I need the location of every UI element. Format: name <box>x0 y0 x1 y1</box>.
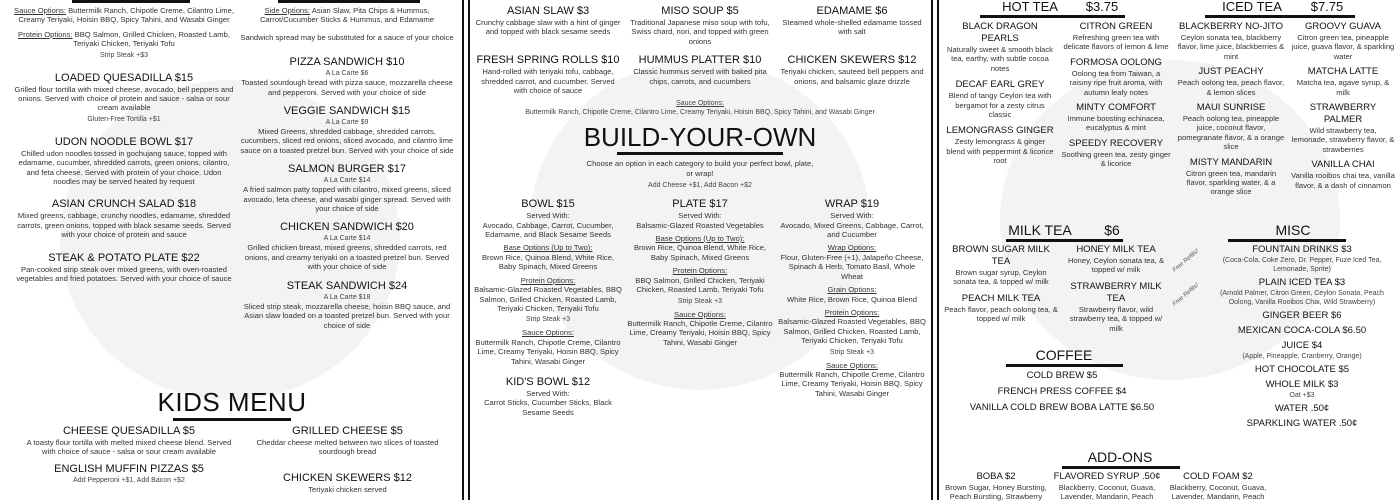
item-desc: Crunchy cabbage slaw with a hint of ginger and topped with black sesame seeds <box>475 18 621 37</box>
item-desc: Citron green tea, pineapple juice, guava flavor, & sparkling water <box>1291 33 1395 61</box>
side-options <box>240 6 454 25</box>
sides-row <box>474 5 926 46</box>
iced-tea-column <box>1176 21 1286 197</box>
section-underline <box>1062 466 1180 469</box>
protein-label: Protein Options: <box>520 275 576 285</box>
add-on-item <box>944 471 1048 502</box>
plate-option <box>626 198 774 417</box>
item-desc: Brown Sugar, Honey Bursting, Peach Bursting, Strawberry <box>945 483 1047 502</box>
menu-item <box>240 221 454 271</box>
item-desc: Teriyaki chicken, sauteed bell peppers and onions, and balsamic glaze drizzle <box>780 67 924 86</box>
item-title: STRAWBERRY MILK TEA <box>1070 280 1162 304</box>
menu-item <box>14 72 234 124</box>
sandwich-spread-note: Sandwich spread may be substituted for a sauce of your choice <box>240 32 454 42</box>
served-text: Avocado, Cabbage, Carrot, Cucumber, Edamame, and Black Sesame Seeds <box>482 220 614 240</box>
a-la-carte: A La Carte $9 <box>325 119 369 127</box>
a-la-carte: A La Carte $14 <box>323 177 371 185</box>
protein-options <box>14 30 234 49</box>
item-title: PLAIN ICED TEA $3 <box>1258 277 1346 288</box>
section-underline <box>72 0 190 3</box>
tea-item <box>1061 138 1171 169</box>
menu-item <box>24 463 234 485</box>
tea-item <box>945 125 1055 165</box>
item-desc: Wild strawberry tea, lemonade, strawberry flavor, & strawberries <box>1291 126 1395 154</box>
item-title: BLACKBERRY NO-JITO <box>1178 21 1283 32</box>
panel1-right-column <box>240 6 454 330</box>
menu-item <box>626 5 774 46</box>
item-desc: Vanilla rooibos chai tea, vanilla flavor, & a dash of cinnamon <box>1291 171 1395 190</box>
milk-tea-column <box>1062 244 1170 333</box>
strip-steak-note: Strip Steak +3 <box>829 348 875 356</box>
sauce-options-label: Sauce Options: <box>14 6 66 15</box>
item-desc: Peach flavor, peach oolong tea, & topped w/ milk <box>944 304 1058 324</box>
tea-item <box>1291 21 1395 61</box>
item-desc: (Coca-Cola, Coke Zero, Dr. Pepper, Fuze Iced Tea, Lemonade, Sprite) <box>1222 257 1382 273</box>
section-underline <box>1006 239 1123 242</box>
section-underline <box>980 15 1125 18</box>
item-title: BOWL $15 <box>521 198 575 211</box>
menu-item <box>626 54 774 95</box>
misc-item <box>1208 277 1396 307</box>
item-title: MAUI SUNRISE <box>1196 102 1266 114</box>
item-title: JUST PEACHY <box>1198 66 1264 78</box>
milk-tea-item <box>943 244 1059 287</box>
panel-divider <box>462 0 464 500</box>
strip-steak-note: Strip Steak +3 <box>677 297 723 305</box>
misc-item: WATER .50¢ <box>1274 403 1330 414</box>
misc-item: GINGER BEER $6 <box>1262 310 1342 321</box>
add-on-item <box>1166 471 1270 502</box>
base-label: Base Options (Up to Two): <box>655 234 745 244</box>
coffee-list <box>944 370 1180 414</box>
menu-item <box>778 54 926 95</box>
served-label: Served With: <box>526 211 570 221</box>
byo-addons: Add Cheese +$1, Add Bacon +$2 <box>648 182 752 190</box>
item-title: WHOLE MILK $3 <box>1265 379 1339 390</box>
misc-list <box>1208 244 1396 430</box>
item-title: GROOVY GUAVA <box>1304 21 1382 32</box>
item-title: STEAK SANDWICH $24 <box>286 279 408 292</box>
served-label: Served With: <box>526 388 570 398</box>
iced-tea-column <box>1291 21 1395 190</box>
section-underline <box>1205 15 1355 18</box>
menu-item <box>245 472 450 494</box>
item-desc: Peach oolong tea, pineapple juice, coconut flavor, pomegranate flavor, & a orange slice <box>1177 114 1285 152</box>
item-desc: Honey, Ceylon sonata tea, & topped w/ milk <box>1067 256 1165 275</box>
misc-item: HOT CHOCOLATE $5 <box>1254 364 1350 375</box>
panel-divider <box>931 0 933 500</box>
item-title: BROWN SUGAR MILK TEA <box>952 244 1050 267</box>
item-title: FRESH SPRING ROLLS $10 <box>476 54 620 67</box>
item-desc: Steamed whole-shelled edamame tossed with salt <box>782 18 922 37</box>
tea-item <box>1176 66 1286 97</box>
milk-tea-item <box>1062 244 1170 275</box>
sauce-options-text: Buttermilk Ranch, Chipotle Creme, Cilantro Lime, Creamy Teriyaki, Hoisin BBQ, Spicy Tahini, and Wasabi Ginger <box>18 6 234 25</box>
byo-intro: Choose an option in each category to build your perfect bowl, plate, or wrap! <box>586 159 814 178</box>
menu-item <box>240 163 454 213</box>
item-title: CHEESE QUESADILLA $5 <box>62 425 196 437</box>
item-title: MISTY MANDARIN <box>1189 156 1273 168</box>
sauce-label: Sauce Options: <box>674 309 726 319</box>
item-desc: Refreshing green tea with delicate flavors of lemon & lime <box>1063 33 1169 52</box>
a-la-carte: A La Carte $6 <box>325 70 369 78</box>
item-title: COLD FOAM $2 <box>1183 471 1253 482</box>
sauce-options-label: Sauce Options: <box>676 100 724 108</box>
sauce-text: Buttermilk Ranch, Chipotle Creme, Cilantro Lime, Creamy Teriyaki, Hoisin BBQ, Spicy Tahini, Wasabi Ginger <box>627 318 773 347</box>
milk-tea-heading: MILK TEA <box>1008 222 1072 238</box>
section-underline <box>278 0 420 3</box>
item-title: VEGGIE SANDWICH $15 <box>283 105 411 118</box>
tea-item <box>1061 102 1171 133</box>
item-desc: Cheddar cheese melted between two slices of toasted sourdough bread <box>256 438 439 457</box>
item-title: CHICKEN SKEWERS $12 <box>283 471 412 484</box>
add-on-item <box>1052 471 1162 502</box>
base-text: Brown Rice, Quinoa Blend, White Rice, Baby Spinach, Mixed Greens <box>481 252 615 272</box>
item-desc: Classic hummus served with baked pita chips, carrots, and cucumbers <box>633 67 767 86</box>
item-title: CHICKEN SKEWERS $12 <box>787 54 917 67</box>
item-title: PLATE $17 <box>672 198 728 211</box>
protein-text: Balsamic-Glazed Roasted Vegetables, BBQ Salmon, Grilled Chicken, Roasted Lamb, Teriyaki Chicken, Teriyaki Tofu <box>778 317 926 346</box>
hot-tea-column <box>1061 21 1171 169</box>
coffee-item: COLD BREW $5 <box>1026 370 1098 381</box>
panel1-left-column <box>14 6 234 284</box>
item-title: PEACH MILK TEA <box>961 292 1041 304</box>
item-desc: Immune boosting echinacea, eucalyptus & mint <box>1067 114 1165 133</box>
item-desc: Blend of tangy Ceylon tea with bergamot for a zesty citrus classic <box>948 91 1052 120</box>
item-desc: Blackberry, Coconut, Guava, Lavender, Mandarin, Peach <box>1058 483 1156 502</box>
item-desc: Matcha tea, agave syrup, & milk <box>1296 78 1390 97</box>
panel-divider <box>468 0 470 500</box>
menu-item <box>14 198 234 239</box>
free-refills-badge: Free Refills! <box>1171 248 1201 274</box>
free-refills-badge: Free Refills! <box>1171 282 1201 308</box>
item-desc: Soothing green tea, zesty ginger & licorice <box>1061 149 1171 169</box>
tea-item <box>1176 157 1286 197</box>
strip-steak-note: Strip Steak +3 <box>525 316 571 324</box>
iced-tea-price: $7.75 <box>1310 0 1344 14</box>
item-desc: A toasty flour tortilla with melted mixed cheese blend. Served with choice of sauce - salsa or sour cream available <box>26 438 232 457</box>
menu-item <box>245 425 450 457</box>
panel2 <box>474 5 926 417</box>
side-options-text: Asian Slaw, Pita Chips & Hummus, Carrot/Cucumber Sticks & Hummus, and Edamame <box>260 6 434 25</box>
iced-tea-heading: ICED TEA <box>1222 0 1282 14</box>
milk-tea-column <box>943 244 1059 324</box>
item-title: HONEY MILK TEA <box>1076 244 1156 255</box>
item-title: ENGLISH MUFFIN PIZZAS $5 <box>54 462 204 475</box>
item-title: MISO SOUP $5 <box>661 5 739 17</box>
menu-item <box>778 5 926 46</box>
item-desc: Grilled chicken breast, mixed greens, shredded carrots, red onions, and creamy teriyaki on a toasted pretzel bun. Served with your choice of side <box>244 243 450 272</box>
item-desc: Oat +$3 <box>1289 392 1315 399</box>
misc-item <box>1208 379 1396 400</box>
sauce-text: Buttermilk Ranch, Chipotle Creme, Cilantro Lime, Creamy Teriyaki, Hoisin BBQ, Spicy Tahini, Wasabi Ginger <box>779 369 925 398</box>
kids-bowl <box>474 376 622 417</box>
item-title: MINTY COMFORT <box>1076 102 1156 114</box>
bowl-option <box>474 198 622 417</box>
kids-right-column <box>245 425 450 494</box>
hot-tea-price: $3.75 <box>1085 0 1119 14</box>
item-title: VANILLA CHAI <box>1311 159 1375 171</box>
item-desc: Blackberry, Coconut, Guava, Lavender, Mandarin, Peach <box>1169 483 1267 502</box>
tea-item <box>1176 21 1286 61</box>
menu-item <box>14 136 234 187</box>
item-title: ASIAN SLAW $3 <box>506 5 590 17</box>
grain-label: Grain Options: <box>827 285 877 295</box>
a-la-carte: A La Carte $18 <box>323 293 371 301</box>
item-title: SPEEDY RECOVERY <box>1068 137 1164 149</box>
byo-options <box>474 198 926 417</box>
item-title: BLACK DRAGON PEARLS <box>962 21 1038 44</box>
item-title: FLAVORED SYRUP .50¢ <box>1053 471 1161 482</box>
milk-tea-price: $6 <box>1104 222 1120 238</box>
tea-item <box>1061 57 1171 97</box>
sauce-options-text: Buttermilk Ranch, Chipotle Creme, Cilantro Lime, Creamy Teriyaki, Hoisin BBQ, Spicy Tahini, and Wasabi Ginger <box>525 109 875 117</box>
strip-steak-note: Strip Steak +$3 <box>99 51 149 59</box>
grain-text: White Rice, Brown Rice, Quinoa Blend <box>787 294 917 304</box>
item-desc: Grilled flour tortilla with mixed cheese, avocado, bell peppers and onions. Served with choice of protein and sauce - salsa or sour cream available <box>14 84 234 113</box>
item-desc: Mixed greens, cabbage, crunchy noodles, edamame, shredded carrots, green onions, topped with black sesame seeds. Served with your choice of protein and sauce <box>17 211 231 240</box>
section-underline <box>1228 239 1346 242</box>
milk-tea-item <box>943 293 1059 324</box>
menu-item <box>14 252 234 284</box>
served-label: Served With: <box>830 211 874 221</box>
protein-text: Balsamic-Glazed Roasted Vegetables, BBQ Salmon, Grilled Chicken, Roasted Lamb, Teriyaki Chicken, Teriyaki Tofu <box>474 285 622 313</box>
tea-item <box>945 21 1055 73</box>
item-desc: Teriyaki chicken served <box>308 484 387 494</box>
protein-options-text: BBQ Salmon, Grilled Chicken, Roasted Lamb, Teriyaki Chicken, Teriyaki Tofu <box>73 29 230 49</box>
item-desc: Strawberry flavor, wild strawberry tea, & topped w/ milk <box>1069 304 1163 333</box>
item-title: PIZZA SANDWICH $10 <box>289 56 405 69</box>
wrap-text: Flour, Gluten-Free (+1), Jalapeño Cheese, Spinach & Herb, Tomato Basil, Whole Wheat <box>780 252 924 281</box>
menu-item <box>240 105 454 155</box>
section-underline <box>617 152 783 155</box>
item-title: BOBA $2 <box>976 471 1016 482</box>
item-title: JUICE $4 <box>1281 340 1323 351</box>
kids-left-column <box>24 425 234 485</box>
item-title: STEAK & POTATO PLATE $22 <box>48 251 200 264</box>
milk-tea-item <box>1062 281 1170 333</box>
item-desc: Chilled udon noodles tossed in gochujang sauce, topped with edamame, cucumber, shredded carrots, green onions, cilantro, and feta cheese. Served with protein of your choice. Udon noodles may be served heated by request <box>18 148 230 187</box>
sauce-text: Buttermilk Ranch, Chipotle Creme, Cilantro Lime, Creamy Teriyaki, Hoisin BBQ, Spicy Tahini, Wasabi Ginger <box>475 337 621 366</box>
item-title: FOUNTAIN DRINKS $3 <box>1252 244 1352 255</box>
section-underline <box>173 418 291 421</box>
kids-menu-heading: KIDS MENU <box>157 387 307 417</box>
item-desc: Sliced strip steak, mozzarella cheese, hoisin BBQ sauce, and Asian slaw loaded on a toasted pretzel bun. Served with your choice of side <box>243 301 451 330</box>
add-ons-heading: ADD-ONS <box>1087 449 1153 465</box>
menu-item <box>24 425 234 457</box>
tea-item <box>1291 66 1395 97</box>
item-desc: Mixed Greens, shredded cabbage, shredded carrots, cucumbers, sliced red onions, sliced avocado, and cilantro lime sauce on a toasted pretzel bun. Served with your choice of side <box>240 127 454 155</box>
item-title: LEMONGRASS GINGER <box>946 125 1054 137</box>
item-title: MATCHA LATTE <box>1307 66 1379 78</box>
item-title: CITRON GREEN <box>1079 21 1153 32</box>
hot-tea-heading: HOT TEA <box>1002 0 1058 14</box>
item-desc: Naturally sweet & smooth black tea, earthy, with subtle cocoa notes <box>947 45 1053 73</box>
item-note: Gluten-Free Tortilla +$1 <box>87 115 161 123</box>
item-title: DECAF EARL GREY <box>955 79 1045 91</box>
sauce-options <box>14 6 234 25</box>
item-desc: (Arnold Palmer, Citron Green, Ceylon Sonata, Peach Oolong, Vanilla Rooibos Chai, Wild Strawberry) <box>1220 290 1384 306</box>
side-options-label: Side Options: <box>264 6 311 15</box>
item-desc: Zesty lemongrass & ginger blend with peppermint & licorice root <box>946 137 1054 166</box>
item-title: CHICKEN SANDWICH $20 <box>280 221 414 234</box>
menu-item <box>474 5 622 46</box>
protein-options-label: Protein Options: <box>18 29 73 39</box>
wrap-label: Wrap Options: <box>827 243 877 253</box>
item-title: EDAMAME $6 <box>816 5 888 17</box>
item-desc: Traditional Japanese miso soup with tofu, Swiss chard, nori, and topped with green onions <box>630 18 770 46</box>
tea-item <box>945 79 1055 119</box>
coffee-item: FRENCH PRESS COFFEE $4 <box>997 386 1127 397</box>
served-text: Avocado, Mixed Greens, Cabbage, Carrot, and Cucumber <box>780 220 924 240</box>
menu-item <box>240 56 454 97</box>
a-la-carte: A La Carte $14 <box>323 235 371 243</box>
item-desc: Oolong tea from Taiwan, a raisiny ripe fruit aroma, with autumn leafy notes <box>1069 68 1163 97</box>
panel-divider <box>937 0 939 500</box>
base-text: Brown Rice, Quinoa Blend, White Rice, Baby Spinach, Mixed Greens <box>633 243 767 262</box>
item-desc: (Apple, Pineapple, Cranberry, Orange) <box>1242 353 1362 360</box>
tea-item <box>1291 159 1395 190</box>
item-title: GRILLED CHEESE $5 <box>292 425 403 437</box>
item-desc: Pan-cooked strip steak over mixed greens, with oven-roasted vegetables and fried potatoes. Served with your choice of sauce <box>16 264 232 284</box>
sauce-options <box>500 99 900 117</box>
menu-item <box>240 280 454 330</box>
served-label: Served With: <box>678 211 722 221</box>
section-underline <box>1006 364 1123 367</box>
item-title: SALMON BURGER $17 <box>288 163 406 176</box>
served-text: Carrot Sticks, Cucumber Sticks, Black Sesame Seeds <box>484 398 612 417</box>
misc-item <box>1208 340 1396 361</box>
item-desc: Brown sugar syrup, Ceylon sonata tea, & topped w/ milk <box>953 268 1049 287</box>
item-desc: Toasted sourdough bread with pizza sauce, mozzarella cheese and pepperoni. Served with your choice of side <box>241 78 453 97</box>
protein-label: Protein Options: <box>824 307 880 317</box>
build-your-own-heading: BUILD-YOUR-OWN <box>583 122 817 153</box>
item-desc: Hand-rolled with teriyaki tofu, cabbage, shredded carrot, and cucumber. Served with choice of sauce <box>481 67 615 96</box>
sides-row <box>474 54 926 95</box>
item-title: UDON NOODLE BOWL $17 <box>54 135 194 148</box>
tea-item <box>1291 102 1395 154</box>
item-title: HUMMUS PLATTER $10 <box>638 54 762 67</box>
protein-text: BBQ Salmon, Grilled Chicken, Teriyaki Chicken, Roasted Lamb, Teriyaki Tofu <box>635 275 765 295</box>
item-title: FORMOSA OOLONG <box>1070 56 1162 68</box>
sauce-label: Sauce Options: <box>826 360 878 370</box>
served-text: Balsamic-Glazed Roasted Vegetables <box>636 220 764 230</box>
item-desc: A fried salmon patty topped with cilantro, mixed greens, sliced avocado, feta cheese, and wasabi ginger spread. Served with your choice of side <box>243 185 451 214</box>
menu-item <box>474 54 622 95</box>
item-title: LOADED QUESADILLA $15 <box>54 71 194 84</box>
misc-item: SPARKLING WATER .50¢ <box>1246 418 1358 429</box>
item-desc: Ceylon sonata tea, blackberry flavor, lime juice, blackberries & mint <box>1177 33 1285 61</box>
coffee-heading: COFFEE <box>1035 347 1093 363</box>
item-desc: Citron green tea, mandarin flavor, sparkling water, & a orange slice <box>1185 168 1277 197</box>
item-title: STRAWBERRY PALMER <box>1309 102 1377 126</box>
hot-tea-column <box>945 21 1055 166</box>
item-desc: Peach oolong tea, peach flavor, & lemon slices <box>1177 78 1285 97</box>
protein-label: Protein Options: <box>672 266 728 276</box>
item-title: ASIAN CRUNCH SALAD $18 <box>51 198 197 211</box>
misc-item: MEXICAN COCA-COLA $6.50 <box>1237 325 1367 336</box>
misc-heading: MISC <box>1275 222 1311 238</box>
misc-item <box>1208 244 1396 274</box>
tea-item <box>1061 21 1171 52</box>
coffee-item: VANILLA COLD BREW BOBA LATTE $6.50 <box>969 402 1155 413</box>
tea-item <box>1176 102 1286 152</box>
base-label: Base Options (Up to Two): <box>503 243 593 253</box>
item-desc: Add Pepperoni +$1, Add Bacon +$2 <box>73 476 185 484</box>
item-title: KID'S BOWL $12 <box>505 375 591 388</box>
wrap-option <box>778 198 926 417</box>
item-title: WRAP $19 <box>824 198 880 211</box>
sauce-label: Sauce Options: <box>522 328 574 338</box>
